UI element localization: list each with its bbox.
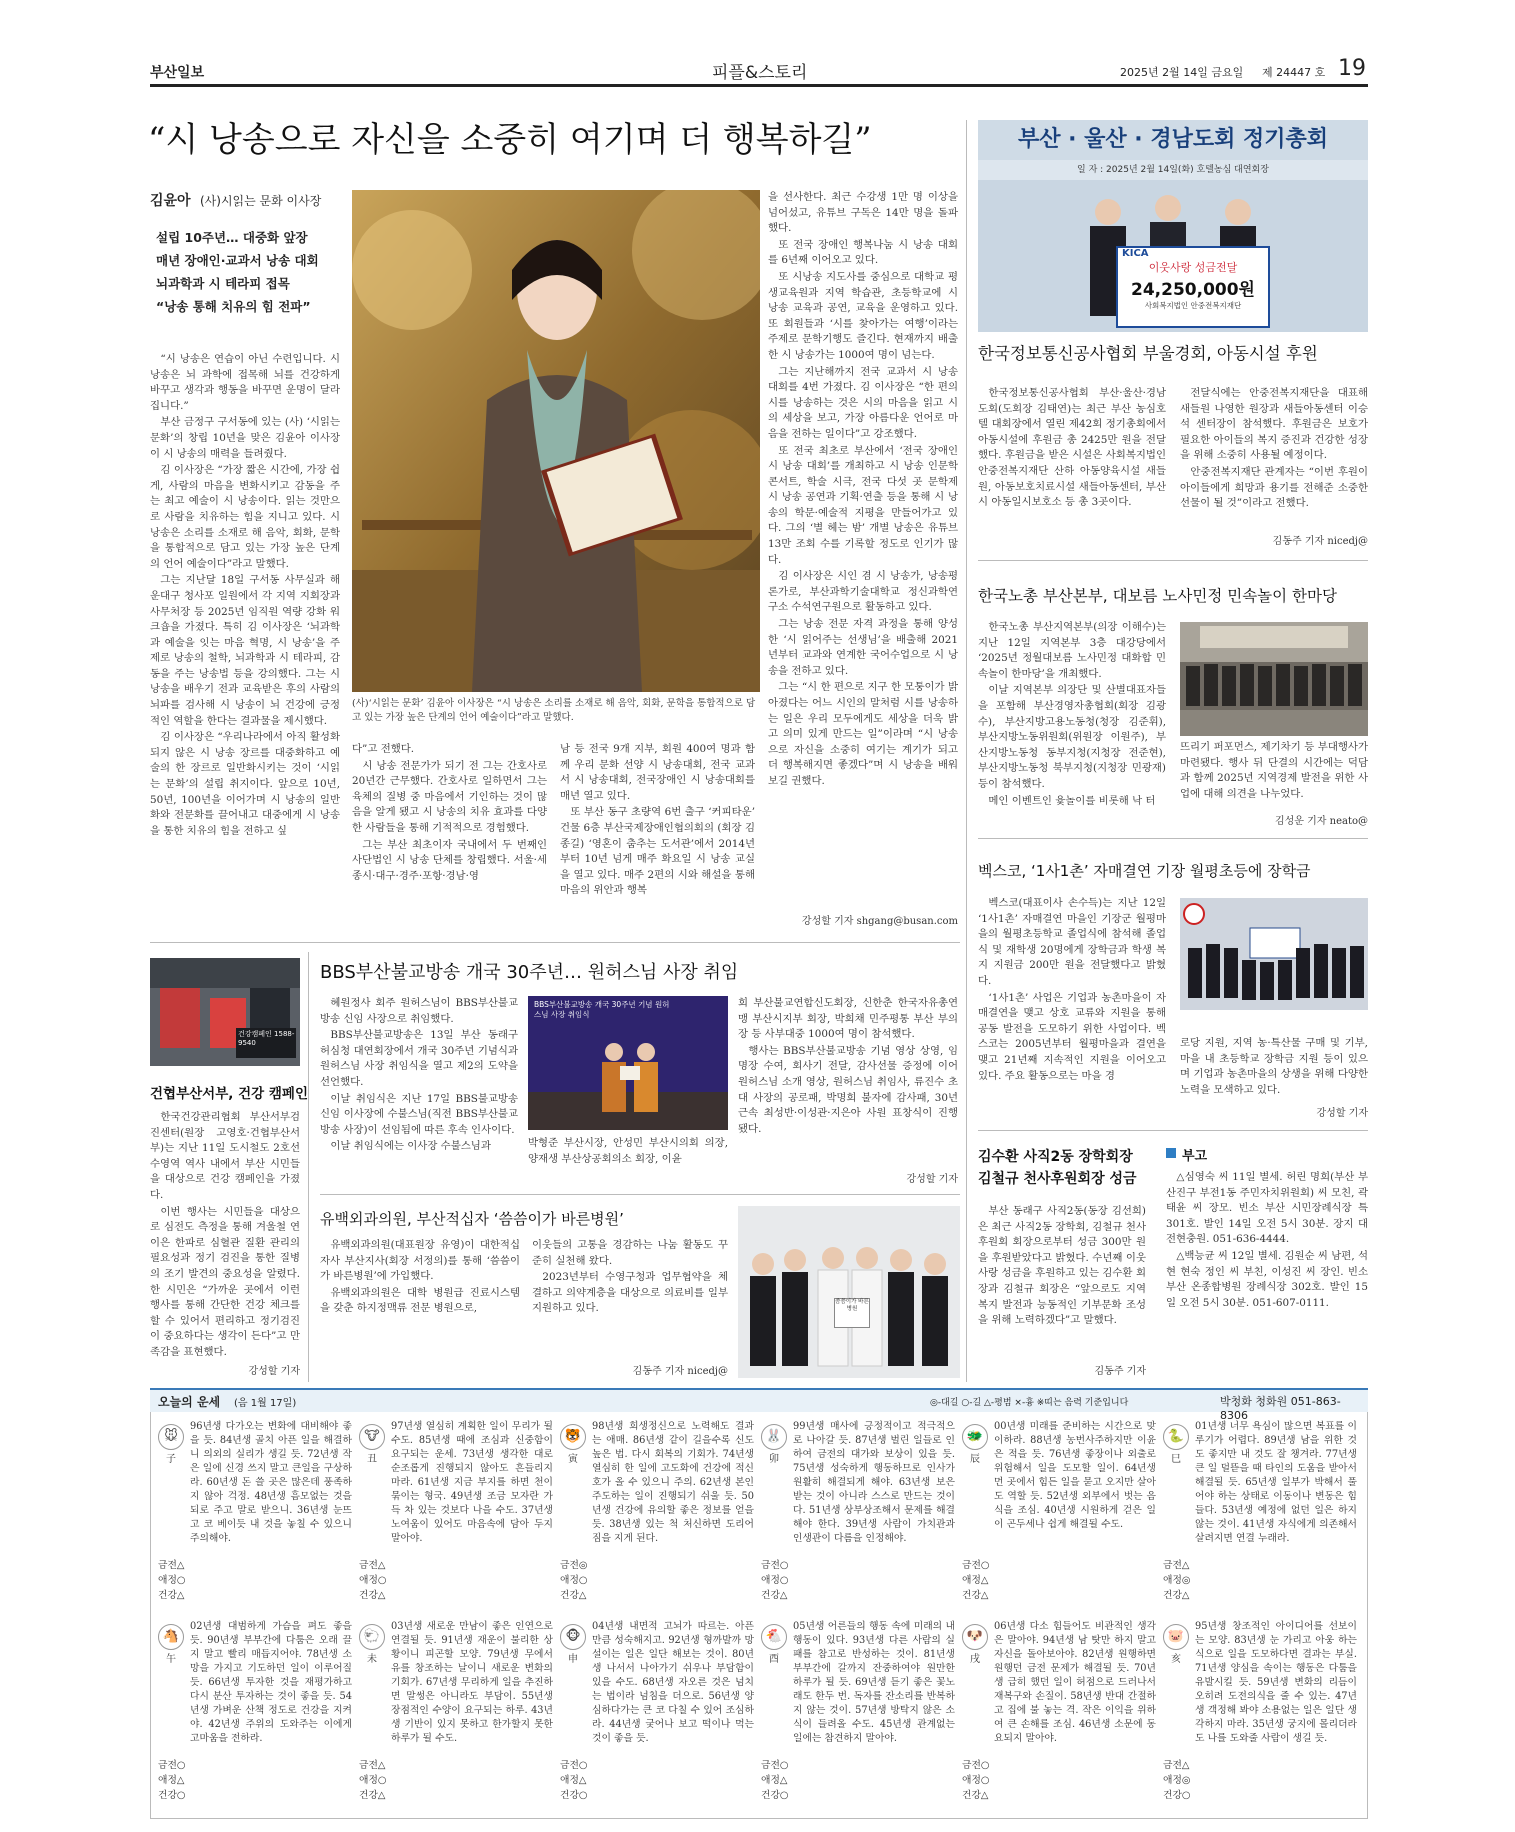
zodiac-animal-icon: 🐲 xyxy=(962,1424,988,1450)
paragraph: 메인 이벤트인 윷놀이를 비롯해 낙 터 xyxy=(988,794,1156,807)
obit-body xyxy=(1166,1170,1368,1380)
bbs-byline: 강성할 기자 xyxy=(906,1174,958,1185)
zodiac-label: 寅 xyxy=(568,1454,578,1465)
divider xyxy=(978,560,1368,561)
health-headline: 건협부산서부, 건강 캠페인 xyxy=(150,1086,308,1102)
paragraph: 유백외과의원(대표원장 유영)이 대한적십자사 부산지사(회장 서정의)를 통해 ‘씀씀이가 바른병원’에 가입했다. xyxy=(320,1239,520,1283)
divider xyxy=(308,952,309,1382)
bbs-col-1 xyxy=(320,996,518,1206)
zodiac-label: 巳 xyxy=(1171,1454,1181,1465)
section-title: 피플&스토리 xyxy=(712,63,808,83)
main-byline: 강성할 기자 shgang@busan.com xyxy=(801,916,958,927)
zodiac-animal-icon: 🐑 xyxy=(359,1624,385,1650)
bexco-graduation-illustration xyxy=(1180,898,1368,1010)
paragraph: 또 전국 장애인 행복나눔 시 낭송 대회를 6년째 이어오고 있다. xyxy=(768,238,958,267)
luck-ratings: 금전◎ 애정○ 건강△ xyxy=(560,1560,588,1601)
issue-date: 2025년 2월 14일 금요일 xyxy=(1120,66,1244,79)
person-name: 김윤아 xyxy=(150,193,191,209)
hospital-col-2 xyxy=(532,1238,728,1362)
fortune-text: 95년생 창조적인 아이디어를 선보이는 모양. 83년생 눈 가리고 아웅 하는 식으로 일을 도모하다면 결과는 부실. 71년생 양심을 속이는 행동은 다툼을 유발시킬 듯. 59년생 변화의 리듬이 오히려 도전의식을 줄 수 있는. 47년생 객정해 봐야 소용없는 일은 일단 생각하지 마라. 35년생 궁지에 몰리더라도 나를 도와줄 사람이 생길 듯. xyxy=(1195,1621,1357,1744)
divider xyxy=(978,838,1368,839)
paragraph: 김 이사장은 “가장 짧은 시간에, 가장 쉽게, 사람의 마음을 변화시키고 감동을 주는 최고 예술이 시 낭송이다. 읽는 것만으로 사람을 치유하는 힘을 지니고 있다. 시 낭송은 소리를 소재로 해 음악, 회화, 문학을 통합적으로 담고 있는 가장 높은 단계의 언어 예술이다”라고 말했다. xyxy=(150,464,340,570)
zodiac-label: 申 xyxy=(568,1654,578,1665)
paragraph: “시 낭송은 연습이 아닌 수련입니다. 시 낭송은 뇌 과학에 접목해 뇌를 건강하게 바꾸고 생각과 행동을 바꾸면 운명이 달라집니다.” xyxy=(150,353,340,412)
kica-photo xyxy=(978,120,1368,332)
zodiac-label: 未 xyxy=(367,1654,377,1665)
paragraph: 혜원정사 회주 원허스님이 BBS부산불교방송 신임 사장으로 취임했다. xyxy=(320,997,518,1025)
paragraph: 김 이사장은 시인 겸 시 낭송가, 낭송평론가로, 부산과학기술대학교 정신과학연구소 수석연구원으로 활동하고 있다. xyxy=(768,570,958,614)
paragraph: 그는 “시 한 편으로 지구 한 모퉁이가 밝아졌다는 어느 시인의 말처럼 시를 낭송하는 일은 우리 모두에게도 세상을 더욱 밝고 의미 있게 만드는 일”이라며 “시 낭송으로 자신을 소중히 여기는 계기가 되고 더 행복해지면 좋겠다”며 시 낭송을 배워보길 권했다. xyxy=(768,681,958,787)
labor-col-1 xyxy=(978,620,1166,830)
luck-ratings: 금전△ 애정○ 건강△ xyxy=(359,1560,387,1601)
luck-ratings: 금전○ 애정△ 건강△ xyxy=(962,1560,990,1601)
fortune-lunar: (음 1월 17일) xyxy=(234,1398,297,1409)
person-title: (사)시읽는 문화 이사장 xyxy=(200,194,322,208)
luck-ratings: 금전○ 애정△ 건강○ xyxy=(560,1760,588,1801)
bexco-col-1 xyxy=(978,896,1166,1110)
paragraph: 한국노총 부산지역본부(의장 이해수)는 지난 12일 지역본부 3층 대강당에서 ‘2025년 정월대보름 노사민정 대화합 민속놀이 한마당’을 개최했다. xyxy=(978,621,1166,680)
fortune-text: 00년생 미래를 준비하는 시간으로 맞이하라. 88년생 농번사주하지만 이윤은 적을 듯. 76년생 좋장이나 외출로 위험해서 일을 도모할 일이. 64년생 먼 곳에서 힘든 일을 묻고 오지만 살아도 역할 듯. 52년생 외부에서 벗는 음식을 조심. 40년생 시원하게 걷은 일이 곤두세나 쉽게 해결될 수도. xyxy=(994,1421,1156,1530)
zodiac-animal-icon: 🐭 xyxy=(158,1424,184,1450)
paragraph: 2023년부터 수영구청과 업무협약을 체결하고 의약계층을 대상으로 의료비를 일부 지원하고 있다. xyxy=(532,1271,728,1315)
health-campaign-illustration xyxy=(150,958,300,1066)
fortune-sign xyxy=(158,1620,354,1816)
fortune-header xyxy=(150,1388,1368,1422)
zodiac-animal-icon: 🐔 xyxy=(761,1624,787,1650)
paragraph: 행사는 BBS부산불교방송 기념 영상 상영, 임명장 수여, 회사기 전달, 감사선물 증정에 이어 원허스님 소개 영상, 원허스님 취임사, 류진수 초대 사장의 공로패, 박명희 불자에 감사패, 30년 근속 최성반·이성관·지은아 사원 표창식이 진행됐다. xyxy=(738,1044,958,1135)
paper-name: 부산일보 xyxy=(150,65,205,81)
obit-marker xyxy=(1166,1148,1176,1158)
board-org: KICA xyxy=(1122,248,1149,259)
fortune-text: 97년생 열심히 계획한 일이 무리가 될 수도. 85년생 때에 조심과 신중함이 요구되는 운세. 73년생 생각한 대로 순조롭게 진행되지 않아도 흔들리지 마라. 61년생 지금 부지를 하면 천이 묶이는 형국. 49년생 조금 모자란 가득 차 있는 것보다 나을 수도. 37년생 노여움이 있어도 마음속에 담아 두지 말아야. xyxy=(391,1421,553,1544)
paragraph: 이날 취임식에는 이사장 수불스님과 xyxy=(330,1140,491,1153)
portrait-caption: (사)‘시읽는 문화’ 김윤아 이사장은 “시 낭송은 소리를 소재로 해 음악, 회화, 문학을 통합적으로 담고 있는 가장 높은 단계의 언어 예술이다”라고 말했다. xyxy=(352,698,756,723)
subhead: 뇌과학과 시 테라피 접목 xyxy=(156,276,290,291)
fortune-author: 박청화 청화원 051-863-8306 xyxy=(1220,1395,1341,1422)
paragraph: 안중전복지재단 관계자는 “이번 후원이 아이들에게 희망과 용기를 전해준 소중한 선물이 될 것”이라고 전했다. xyxy=(1180,465,1368,510)
paragraph: 로당 지원, 지역 농·특산물 구매 및 기부, 마을 내 초등학교 장학금 지원 등이 있으며 기업과 농촌마을의 상생을 위해 다양한 노력을 모색하고 있다. xyxy=(1180,1037,1368,1096)
fortune-frame xyxy=(150,1818,1368,1819)
zodiac-label: 午 xyxy=(166,1654,176,1665)
bbs-photo-banner: BBS부산불교방송 개국 30주년 기념 원허스님 사장 취임식 xyxy=(534,1000,670,1019)
paragraph: BBS부산불교방송은 13일 부산 동래구 허심청 대연회장에서 개국 30주년 기념식과 원허스님 사장 취임식을 열고 제2의 도약을 선언했다. xyxy=(320,1029,518,1088)
paragraph: 또 시낭송 지도사를 중심으로 대학교 평생교육원과 지역 학습관, 초등학교에 시 낭송 교육과 공연, 교육을 운영하고 있다. 또 회원들과 ‘시를 찾아가는 여행’이라는 주제로 문학기행도 즐긴다. 현재까지 배출한 시 낭송가는 1000여 명이 넘는다. xyxy=(768,270,958,361)
fortune-text: 03년생 새로운 만남이 좋은 인연으로 연결될 듯. 91년생 재운이 불리한 상황이니 피곤할 모양. 79년생 무에서 유를 창조하는 날이니 새로운 변화의 기회가. 67년생 무리하게 일을 추진하면 말썽은 아니라도 부담이. 55년생 장점적인 수양이 요구되는 하루. 43년생 기반이 있지 못하고 한가할지 못한 하루가 될 수도. xyxy=(391,1621,553,1744)
main-bottom-rule xyxy=(150,942,960,943)
health-photo xyxy=(150,958,300,1066)
board-title: 이웃사랑 성금전달 xyxy=(1148,261,1238,274)
zodiac-animal-icon: 🐰 xyxy=(761,1424,787,1450)
luck-ratings: 금전○ 애정○ 건강△ xyxy=(962,1760,990,1801)
fortune-sign xyxy=(962,1420,1158,1616)
hospital-photo xyxy=(738,1206,960,1378)
kica-banner: 부산 · 울산 · 경남도회 정기총회 xyxy=(978,120,1368,160)
paragraph: 그는 낭송 전문 자격 과정을 통해 양성한 ‘시 읽어주는 선생님’을 배출해 2021년부터 교과와 연계한 국어수업으로 시 낭송을 전하고 있다. xyxy=(768,618,958,677)
bbs-photo-caption xyxy=(528,1136,728,1182)
fortune-text: 99년생 매사에 긍정적이고 적극적으로 나아갈 듯. 87년생 벌린 일들로 인하여 금전의 대가와 보상이 있을 듯. 75년생 성숙하게 행동하므로 인사가 원활히 해결되게 해야. 63년생 보은 받는 것이 아니라 스스로 만드는 것이다. 51년생 상부상조해서 문제를 해결해야 한다. 39년생 사람이 가치관과 인생관이 다름을 인정해야. xyxy=(793,1421,955,1544)
paragraph: 이번 행사는 시민들을 대상으로 심전도 측정을 통해 겨울철 연이은 한파로 심혈관 질환 관리의 필요성과 정기 검진을 통한 질병의 조기 발견의 중요성을 알렸다. 한 시민은 “가까운 곳에서 이런 행사를 통해 간단한 건강 체크를 할 수 있어서 편리하고 정기검진이 중요하다는 생각이 든다”고 만족감을 표현했다. xyxy=(150,1205,300,1358)
bbs-col-3 xyxy=(738,996,958,1186)
zodiac-animal-icon: 🐮 xyxy=(359,1424,385,1450)
obituary: △심영숙 씨 11일 별세. 허린 명희(부산 부산진구 부전1동 주민자치위원회) 씨 모친, 곽태윤 씨 장모. 빈소 부산 시민장례식장 특301호. 발인 14일 오전 5시 30분. 장지 대전현충원. 051-636-4444. xyxy=(1166,1171,1368,1246)
hospital-headline: 유백외과의원, 부산적십자 ‘씀씀이가 바른병원’ xyxy=(320,1210,624,1228)
divider xyxy=(978,1130,1368,1131)
health-byline: 강성할 기자 xyxy=(248,1366,300,1377)
scholar-byline: 김동주 기자 xyxy=(1094,1366,1146,1377)
paragraph: 그는 부산 최초이자 국내에서 두 번째인 사단법인 시 낭송 단체를 창립했다. 서울·세종시·대구·경주·포항·경남·영 xyxy=(352,838,547,882)
paragraph: 박형준 부산시장, 안성민 부산시의회 의장, 양재생 부산상공회의소 회장, 이윤 xyxy=(528,1137,728,1165)
page-number: 19 xyxy=(1338,56,1366,81)
paragraph: 유백외과의원은 대학 병원급 진료시스템을 갖춘 하지정맥류 전문 병원으로, xyxy=(320,1286,520,1315)
fortune-sign xyxy=(761,1420,957,1616)
fortune-text: 05년생 어른들의 행동 속에 미래의 내 행동이 있다. 93년생 다른 사람의 실패를 참고로 반성하는 것이. 81년생 부부간에 갈까지 잔중하여야 원만한 하루가 될 듯. 69년생 듣기 좋은 꽃노래도 한두 번. 독자를 잔소리를 반복하지 않는 것이. 57년생 방탁지 않은 소식이 들려올 수도. 45년생 관계없는 일에는 참견하지 말아야. xyxy=(793,1621,955,1744)
paragraph: ‘1사1촌’ 사업은 기업과 농촌마을이 자매결연을 맺고 상호 교류와 지원을 통해 공동 발전을 도모하기 위한 사업이다. 벡스코는 2005년부터 월평마을과 결연을 맺고 21년째 지속적인 지원을 이어오고 있다. 주요 활동으로는 마을 경 xyxy=(978,991,1166,1082)
labor-headline: 한국노총 부산본부, 대보름 노사민정 민속놀이 한마당 xyxy=(978,587,1337,605)
fortune-frame xyxy=(1367,1412,1368,1818)
fortune-text: 06년생 다소 힘들어도 비관적인 생각은 말아야. 94년생 남 탓만 하지 말고 자신을 돌아보아야. 82년생 원행하면 원행던 금전 문제가 해결될 듯. 70년생 급히 했던 일이 허점으로 드러나서 재복구와 손질이. 58년생 반대 간절하고 집에 불 놓는 격. 작은 이익을 위하여 큰 손해를 조심. 46년생 소문에 동요되지 말아야. xyxy=(994,1621,1156,1744)
subheads xyxy=(156,226,336,318)
fortune-title: 오늘의 운세 xyxy=(158,1395,221,1409)
kica-banner-sub: 일 자 : 2025년 2월 14일(화) 호텔농심 대연회장 xyxy=(1077,165,1269,175)
bexco-headline: 벡스코, ‘1사1촌’ 자매결연 기장 월평초등에 장학금 xyxy=(978,862,1311,880)
luck-ratings: 금전○ 애정○ 건강△ xyxy=(761,1560,789,1601)
zodiac-animal-icon: 🐯 xyxy=(560,1424,586,1450)
main-col-1 xyxy=(150,352,340,932)
main-col-2 xyxy=(352,742,547,932)
fortune-legend: ◎-대길 ○-길 △-평범 ×-흉 ※띠는 음력 기준입니다 xyxy=(930,1398,1129,1408)
health-photo-sign: 건강캠페인 1588-9540 xyxy=(238,1030,295,1047)
scholar-body xyxy=(978,1204,1146,1364)
portrait-illustration xyxy=(352,190,760,692)
zodiac-label: 辰 xyxy=(970,1454,980,1465)
zodiac-animal-icon: 🐷 xyxy=(1163,1624,1189,1650)
issue-number: 제 24447 호 xyxy=(1262,66,1326,79)
fortune-sign xyxy=(962,1620,1158,1816)
paragraph: 이날 취임식은 지난 17일 BBS불교방송 신임 이사장에 수불스님(직전 BBS부산불교방송 사장)이 선임됨에 따른 후속 인사이다. xyxy=(320,1092,518,1136)
luck-ratings: 금전△ 애정○ 건강△ xyxy=(359,1760,387,1801)
paragraph: 뜨리기 퍼포먼스, 제기차기 등 부대행사가 마련됐다. 행사 뒤 단결의 시간에는 덕담과 함께 2025년 지역경제 발전을 위한 사업에 대해 의견을 나누었다. xyxy=(1180,741,1368,800)
main-col-3 xyxy=(560,742,755,932)
zodiac-label: 戌 xyxy=(970,1654,980,1665)
health-body xyxy=(150,1110,300,1360)
fortune-text: 98년생 희생정신으로 노력해도 결과는 애매. 86년생 같이 길을수록 신도 높은 법. 다시 회복의 기회가. 74년생 열심히 한 일에 고도화에 건강에 적신호가 올 수 있으니 주의. 62년생 본인 주도하는 일이 진행되기 쉬울 듯. 50년생 건강에 유의할 좋은 정보를 얻을 듯. 38년생 있는 척 처신하면 도리어 짐을 지게 된다. xyxy=(592,1421,754,1544)
paragraph: 시 낭송 전문가가 되기 전 그는 간호사로 20년간 근무했다. 간호사로 일하면서 그는 육체의 질병 중 마음에서 기인하는 것이 많음을 알게 됐고 시 낭송의 치유 효과를 다양한 사람들을 통해 기적적으로 경험했다. xyxy=(352,759,547,834)
zodiac-animal-icon: 🐍 xyxy=(1163,1424,1189,1450)
fortune-sign xyxy=(158,1420,354,1616)
fortune-text: 01년생 너무 욕심이 많으면 복표를 이루기가 어렵다. 89년생 남을 위한 것도 좋지만 내 것도 잘 챙겨라. 77년생 큰 일 덜뜯을 때 타인의 도움을 받아서 해결될 듯. 65년생 일부가 박해서 풀어야 하는 상태로 이동이나 변동은 힘들다. 53년생 예정에 없던 일은 하지 않는 것이. 41년생 자식에게 의존해서 살려지면 연결 누래라. xyxy=(1195,1421,1357,1544)
luck-ratings: 금전○ 애정△ 건강○ xyxy=(158,1760,186,1801)
paragraph: 다”고 전했다. xyxy=(352,743,415,755)
paragraph: 한국정보통신공사협회 부산·울산·경남도회(도회장 김태연)는 최근 부산 농심호텔 대회장에서 열린 제42회 정기총회에서 아동시설에 후원금 총 2425만 원을 전달했다. 후원금을 받은 시설은 사회복지법인 안중전복지재단 산하 아동양육시설 새들원, 아동보호치료시설 새들아동센터, 부산시 아동일시보호소 등 총 3곳이다. xyxy=(978,387,1166,509)
luck-ratings: 금전△ 애정○ 건강△ xyxy=(158,1560,186,1601)
hospital-col-1 xyxy=(320,1238,520,1362)
zodiac-label: 卯 xyxy=(769,1454,779,1465)
labor-col-2 xyxy=(1180,740,1368,806)
fortune-sign xyxy=(1163,1420,1359,1616)
column-divider xyxy=(966,120,967,1382)
paragraph: 김 이사장은 “우리나라에서 아직 활성화되지 않은 시 낭송 장르를 대중화하고 예술의 한 장르로 일반화시키는 것이 ‘시읽는 문화’의 설립 취지이다. 앞으로 10년, 50년, 100년을 이어가며 시 낭송의 일반화와 전문화를 끌어내고 대중에게 시 낭송을 통한 치유의 힘을 전하고 싶 xyxy=(150,731,340,837)
zodiac-animal-icon: 🐴 xyxy=(158,1624,184,1650)
labor-group-illustration xyxy=(1180,622,1368,736)
paragraph: 전달식에는 안중전복지재단을 대표해 새들원 나영한 원장과 새들아동센터 이승석 센터장이 참석했다. 후원금은 보호가 필요한 아이들의 복지 증진과 건강한 성장을 위해 소중히 사용될 예정이다. xyxy=(1180,387,1368,462)
fortune-sign xyxy=(560,1420,756,1616)
fortune-frame xyxy=(150,1412,151,1818)
main-col-4 xyxy=(768,190,958,910)
divider xyxy=(320,1194,960,1195)
paragraph: 부산 동래구 사직2동(동장 김선희)은 최근 사직2동 장학회, 김철규 천사후원회 회장으로부터 성금 300만 원을 후원받았다고 밝혔다. 수년째 이웃사랑 성금을 후원하고 있는 김수환 회장과 김철규 회장은 “앞으로도 지역복지 발전과 능동적인 기부문화 조성을 위해 노력하겠다”고 말했다. xyxy=(978,1205,1146,1327)
luck-ratings: 금전△ 애정◎ 건강○ xyxy=(1163,1760,1191,1801)
hospital-group-illustration xyxy=(738,1206,960,1378)
paragraph: 또 전국 최초로 부산에서 ‘전국 장애인 시 낭송 대회’를 개최하고 시 낭송 인문학 콘서트, 학술 시극, 전국 다섯 곳 문학제 시 낭송 공연과 기획·연출 등을 통해 시 낭송의 학문·예술적 지평을 만들어가고 있다. 그의 ‘별 헤는 밤’ 개별 낭송은 유튜브 13만 조회 수를 기록할 정도로 인기가 많다. xyxy=(768,444,958,566)
zodiac-label: 亥 xyxy=(1171,1654,1181,1665)
hospital-byline: 김동주 기자 nicedj@ xyxy=(632,1366,728,1377)
header-rule xyxy=(150,84,1368,87)
zodiac-label: 丑 xyxy=(367,1454,377,1465)
paragraph: 희 부산불교연합신도회장, 신한춘 한국자유총연맹 부산시지부 회장, 박희채 민주평통 부산 부의장 등 사부대중 1000여 명이 참석했다. xyxy=(738,997,958,1041)
labor-photo xyxy=(1180,622,1368,736)
kica-col-2 xyxy=(1180,386,1368,516)
fortune-text: 02년생 대범하게 가슴을 펴도 좋을 듯. 90년생 부부간에 다툼은 오래 끌지 말고 빨리 매듭지어야. 78년생 소망을 가지고 기도하던 일이 이루어질 듯. 66년생 투자한 것을 재평가하고 다시 분산 투자하는 것이 좋을 듯. 54년생 가벼운 산책 정도로 건강을 지켜야. 42년생 주위의 도와주는 이에게 고마움을 전하라. xyxy=(190,1621,352,1744)
scholar-headline-1: 김수환 사직2동 장학회장 xyxy=(978,1149,1133,1165)
luck-ratings: 금전○ 애정△ 건강○ xyxy=(761,1760,789,1801)
paragraph: 또 부산 동구 초량역 6번 출구 ‘커피타운’ 건물 6층 부산국제장애인협의회의 (회장 김종길) ‘영혼이 춤추는 도서관’에서 2014년부터 10년 넘게 매주 화요일 시 낭송 교실을 열고 있다. 매주 2편의 시와 해설을 통해 마음의 위안과 행복 xyxy=(560,806,755,897)
bexco-byline: 강성할 기자 xyxy=(1316,1108,1368,1119)
paragraph: 남 등 전국 9개 지부, 회원 400여 명과 함께 우리 문화 선양 시 낭송대회, 전국 교과서 시 낭송대회, 전국장애인 시 낭송대회를 매년 열고 있다. xyxy=(560,743,755,802)
fortune-sign xyxy=(761,1620,957,1816)
fortune-text: 04년생 내면적 고뇌가 따르는. 아픈 만큼 성숙해지고. 92년생 형까발까 망설이는 일은 일단 해보는 것이. 80년생 나서서 나아가기 쉬우나 부담함이 있을 수도. 68년생 자오른 것은 넘치는 법이라 넘침을 더으로. 56년생 양심하다가는 큰 코 다칠 수 있어 조심하라. 44년생 궂어나 보고 떡이나 먹는 것이 좋을 듯. xyxy=(592,1621,754,1744)
obit-title: 부고 xyxy=(1182,1149,1208,1164)
subhead: 설립 10주년… 대중화 앞장 xyxy=(156,230,308,245)
fortune-text: 96년생 다가오는 변화에 대비해야 좋을 듯. 84년생 골치 아픈 일을 해결하니 의외의 실리가 생길 듯. 72년생 작은 일에 신경 쓰지 말고 큰일을 구상하라. 60년생 돈 쓸 곳은 많은데 풍족하지 않아 걱정. 48년생 흠모없는 것을 되로 주고 말로 받으니. 36년생 눈뜨고 코 베이듯 내 것을 놓칠 수 있으니 주의해야. xyxy=(190,1421,352,1544)
hospital-plaque: 씀씀이가 바른병원 xyxy=(834,1298,870,1328)
bbs-headline: BBS부산불교방송 개국 30주년… 원허스님 사장 취임 xyxy=(320,962,739,983)
zodiac-animal-icon: 🐶 xyxy=(962,1624,988,1650)
subhead: “낭송 통해 치유의 힘 전파” xyxy=(156,299,311,314)
bbs-photo xyxy=(528,996,728,1130)
paragraph: 을 선사한다. 최근 수강생 1만 명 이상을 넘어섰고, 유튜브 구독은 14만 명을 돌파했다. xyxy=(768,191,958,235)
fortune-sign xyxy=(359,1620,555,1816)
bexco-photo xyxy=(1180,898,1368,1010)
bexco-col-2 xyxy=(1180,1036,1368,1100)
paragraph: 이웃들의 고통을 경감하는 나눔 활동도 꾸준히 실천해 왔다. xyxy=(532,1239,728,1267)
kica-col-1 xyxy=(978,386,1166,536)
board-amount: 24,250,000원 xyxy=(1131,280,1255,300)
fortune-sign xyxy=(560,1620,756,1816)
subhead: 매년 장애인·교과서 낭송 대회 xyxy=(156,253,319,268)
fortune-sign xyxy=(359,1420,555,1616)
paragraph: 이날 지역본부 의장단 및 산별대표자들을 포함해 부산경영자총협회(회장 김광수), 부산지방고용노동청(청장 김준휘), 부산지방노동위원회(위원장 이원주), 부산지방노동청 동부지청(지청장 전준현), 부산지방노동청 북부지청(지청장 민광재) 등이 참석했다. xyxy=(978,684,1166,790)
paragraph: 그는 지난달 18일 구서동 사무실과 해운대구 청사포 일원에서 각 지역 지회장과 사무처장 등 2025년 임직원 역량 강화 워크숍을 가졌다. 특히 김 이사장은 ‘뇌과학과 예술을 잇는 마음 혁명, 시 낭송’을 주제로 낭송의 철학, 뇌과학과 시 테라피, 감동을 주는 낭송법 등을 강의했다. 그는 시 낭송을 배우기 전과 교육받은 후의 사람의 뇌파를 검사해 시 낭송이 뇌 건강에 긍정적인 역할을 한다는 결과물을 제시했다. xyxy=(150,574,340,727)
obituary: △백능균 씨 12일 별세. 김원순 씨 남편, 석현 현숙 정인 씨 부친, 이성진 씨 장인. 빈소 부산 온종합병원 장례식장 302호. 발인 15일 오전 5시 30분. 051-607-0111. xyxy=(1166,1249,1368,1309)
labor-byline: 김성운 기자 neato@ xyxy=(1274,816,1368,827)
luck-ratings: 금전△ 애정◎ 건강△ xyxy=(1163,1560,1191,1601)
paragraph: 한국건강관리협회 부산서부검진센터(원장 고영호·건협부산서부)는 지난 11일 도시철도 2호선 수영역 역사 내에서 부산 시민들을 대상으로 건강 캠페인을 가졌다. xyxy=(150,1111,300,1201)
donation-board xyxy=(1116,246,1270,328)
fortune-sign xyxy=(1163,1620,1359,1816)
kica-headline: 한국정보통신공사협회 부울경회, 아동시설 후원 xyxy=(978,344,1318,363)
zodiac-label: 子 xyxy=(166,1454,176,1465)
paragraph: 그는 지난해까지 전국 교과서 시 낭송 대회를 4번 가졌다. 김 이사장은 “한 편의 시를 낭송하는 것은 시의 마음을 읽고 시의 세상을 보고, 가장 아름다운 언어로 마음을 전하는 일이다”고 강조했다. xyxy=(768,365,958,440)
zodiac-label: 酉 xyxy=(769,1654,779,1665)
paragraph: 벡스코(대표이사 손수득)는 지난 12일 ‘1사1촌’ 자매결연 마을인 기장군 월평마을의 월평초등학교 졸업식에 참석해 졸업식 및 재학생 20명에게 장학금과 학생 복지 지원금 200만 원을 전달했다고 밝혔다. xyxy=(978,897,1166,987)
scholar-headline-2: 김철규 천사후원회장 성금 xyxy=(978,1171,1137,1187)
kica-byline: 김동주 기자 nicedj@ xyxy=(1272,536,1368,547)
portrait-photo xyxy=(352,190,760,692)
zodiac-animal-icon: 🐵 xyxy=(560,1624,586,1650)
paragraph: 부산 금정구 구서동에 있는 (사) ‘시읽는 문화’의 창립 10년을 맞은 김윤아 이사장이 시 낭송의 매력을 들려줬다. xyxy=(150,416,340,460)
main-headline: “시 낭송으로 자신을 소중히 여기며 더 행복하길” xyxy=(148,120,872,160)
board-recipient: 사회복지법인 안중전복지재단 xyxy=(1144,301,1242,310)
